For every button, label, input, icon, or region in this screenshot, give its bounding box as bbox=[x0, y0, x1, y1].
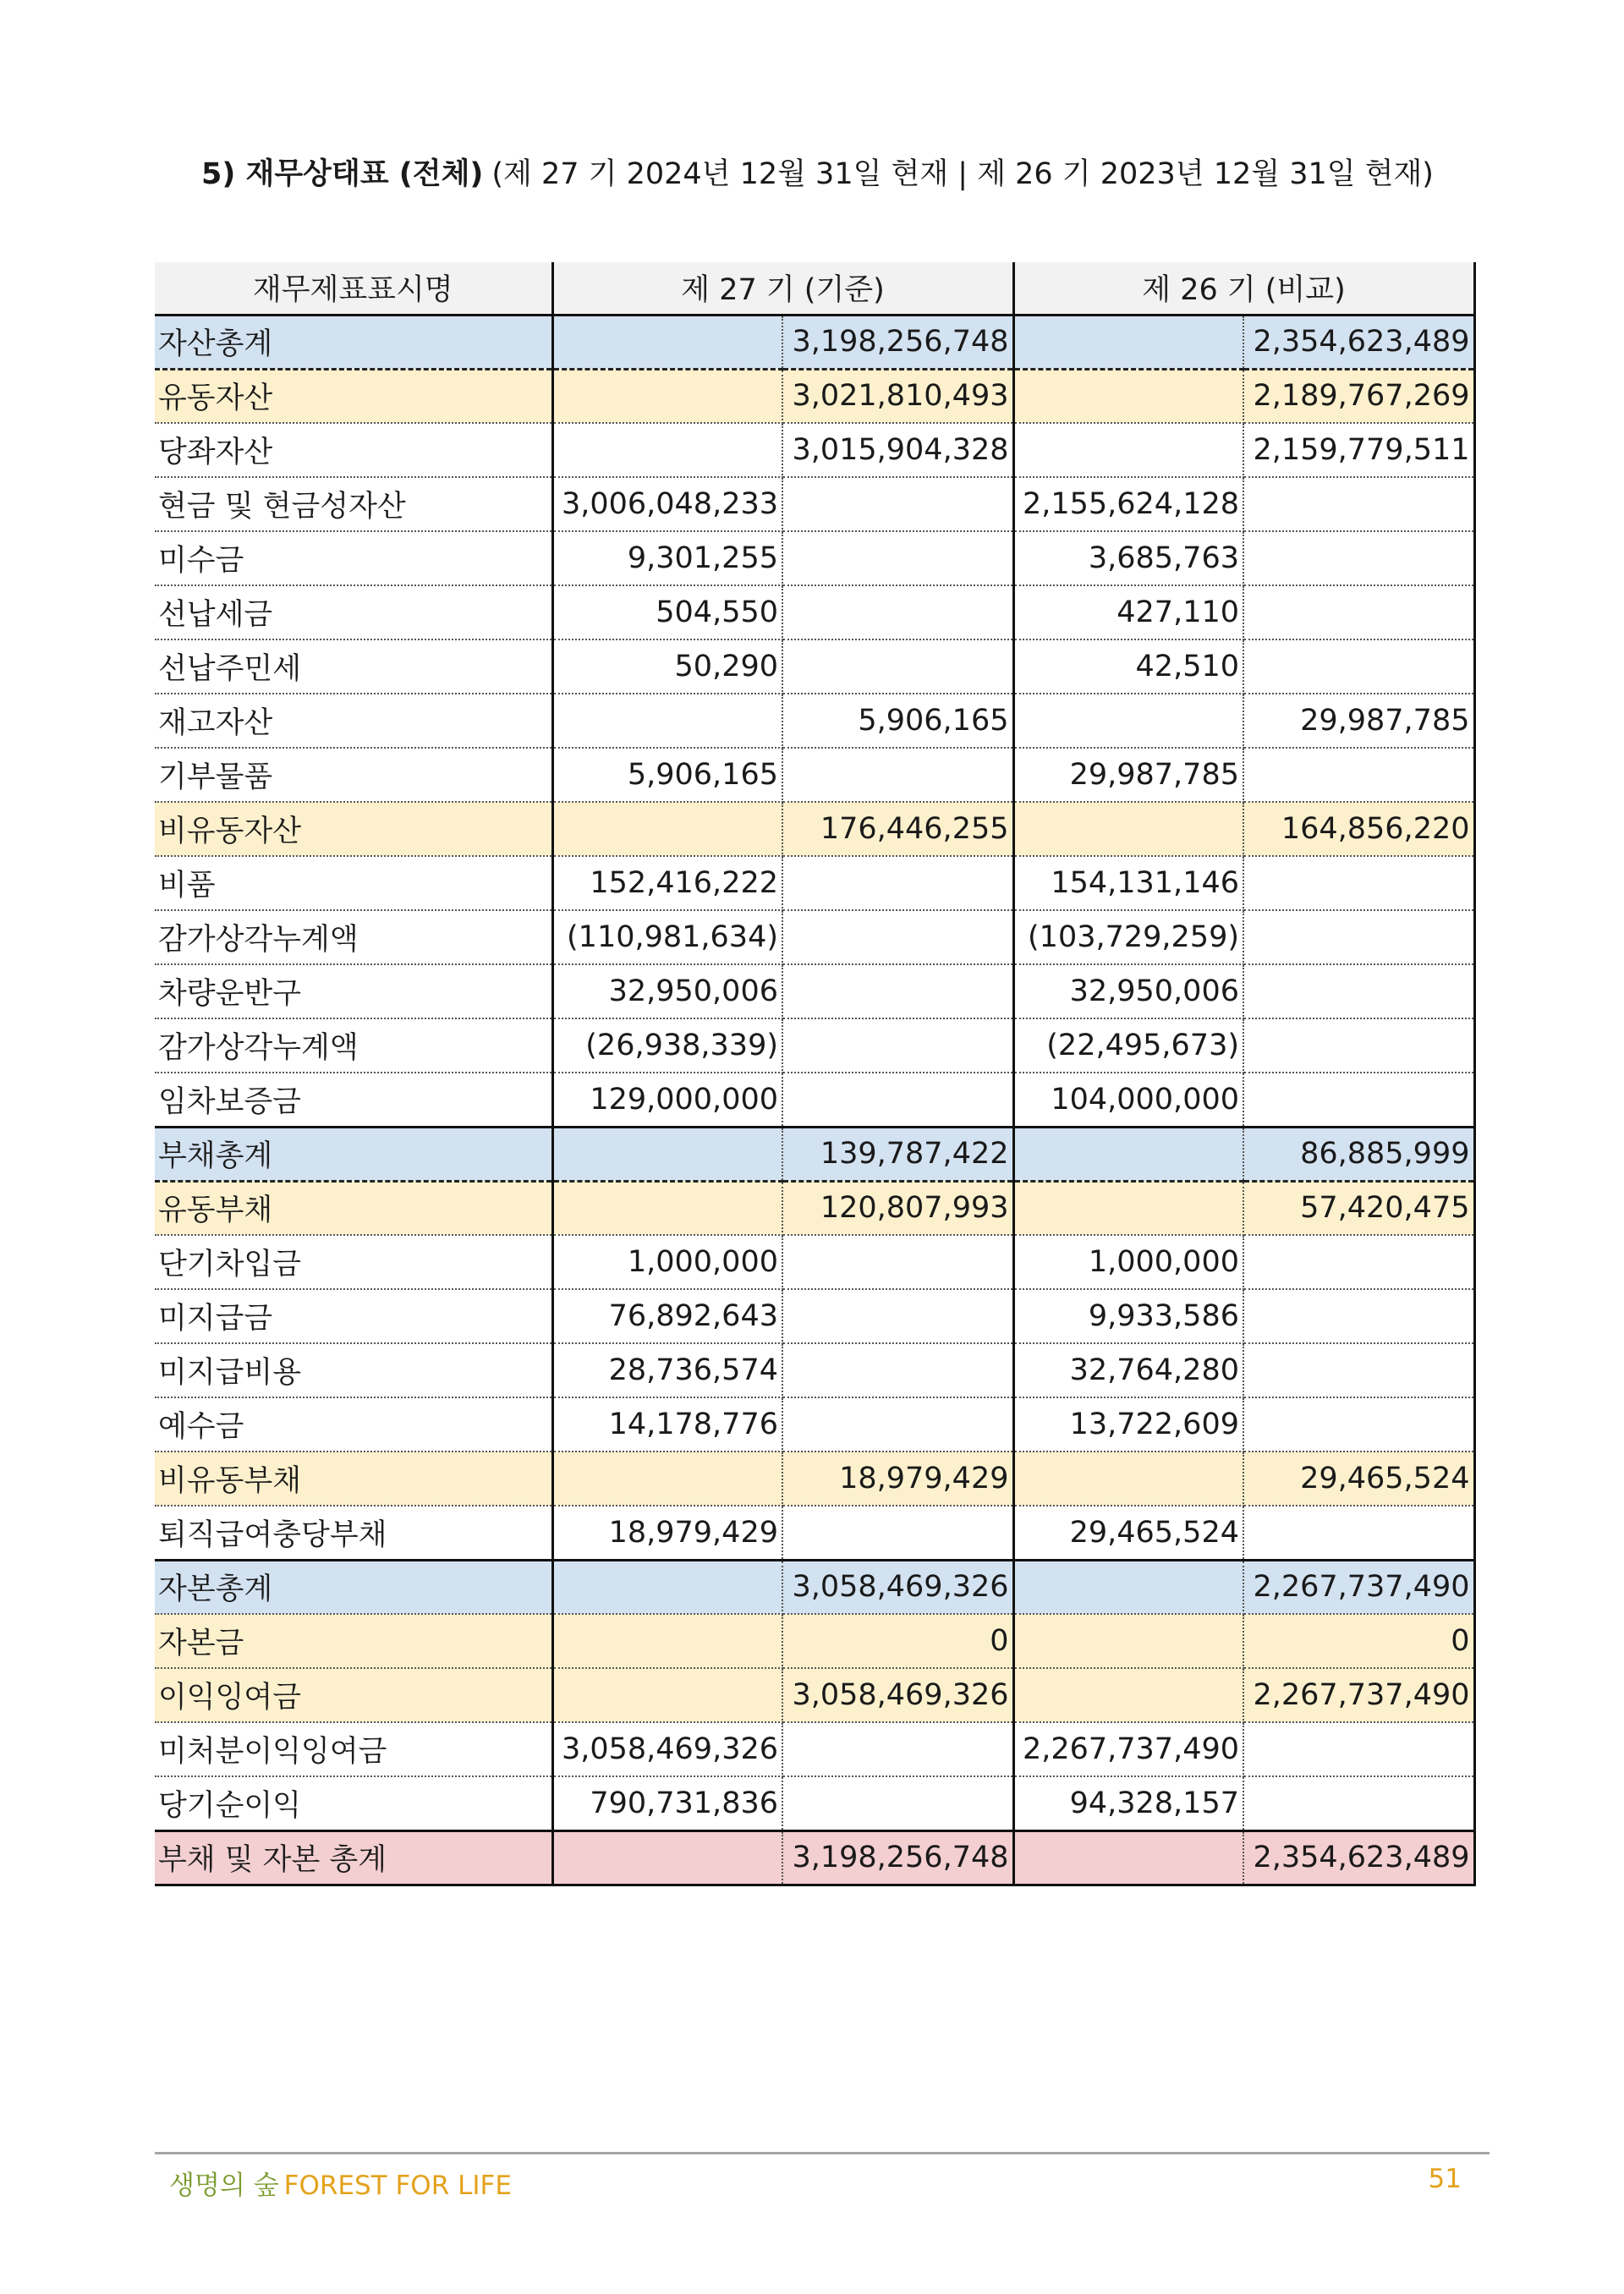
account-name-cell: 자산총계 bbox=[155, 315, 552, 369]
table-row bbox=[155, 1343, 1474, 1397]
account-name-cell: 미수금 bbox=[155, 531, 552, 585]
table-row bbox=[155, 1127, 1474, 1181]
current-detail-cell: 129,000,000 bbox=[552, 1073, 782, 1127]
table-row bbox=[155, 1073, 1474, 1127]
account-name-cell: 미처분이익잉여금 bbox=[155, 1722, 552, 1776]
table-row bbox=[155, 1289, 1474, 1343]
current-subtotal-cell: 3,198,256,748 bbox=[782, 1830, 1013, 1885]
table-row bbox=[155, 1560, 1474, 1614]
current-subtotal-cell bbox=[782, 748, 1013, 802]
current-detail-cell bbox=[552, 315, 782, 369]
prior-subtotal-cell bbox=[1243, 748, 1474, 802]
page-number: 51 bbox=[1428, 2164, 1462, 2194]
current-detail-cell bbox=[552, 1560, 782, 1614]
account-name-cell: 선납주민세 bbox=[155, 639, 552, 694]
prior-subtotal-cell bbox=[1243, 964, 1474, 1018]
account-name-cell: 현금 및 현금성자산 bbox=[155, 477, 552, 531]
prior-subtotal-cell bbox=[1243, 1018, 1474, 1073]
prior-detail-cell: 2,155,624,128 bbox=[1013, 477, 1243, 531]
current-detail-cell bbox=[552, 694, 782, 748]
prior-detail-cell bbox=[1013, 1127, 1243, 1181]
current-subtotal-cell bbox=[782, 1018, 1013, 1073]
current-detail-cell: 14,178,776 bbox=[552, 1397, 782, 1452]
current-detail-cell bbox=[552, 1181, 782, 1235]
prior-detail-cell bbox=[1013, 1560, 1243, 1614]
prior-subtotal-cell bbox=[1243, 639, 1474, 694]
section-period: (제 27 기 2024년 12월 31일 현재 | 제 26 기 2023년 12월 31일 현재) bbox=[491, 157, 1434, 191]
current-subtotal-cell: 3,058,469,326 bbox=[782, 1668, 1013, 1722]
prior-subtotal-cell: 2,354,623,489 bbox=[1243, 1830, 1474, 1885]
current-subtotal-cell: 139,787,422 bbox=[782, 1127, 1013, 1181]
current-subtotal-cell bbox=[782, 639, 1013, 694]
account-name-cell: 감가상각누계액 bbox=[155, 1018, 552, 1073]
prior-detail-cell: 427,110 bbox=[1013, 585, 1243, 639]
account-name-cell: 미지급금 bbox=[155, 1289, 552, 1343]
footer-divider bbox=[155, 2152, 1490, 2154]
prior-subtotal-cell bbox=[1243, 1506, 1474, 1560]
prior-detail-cell bbox=[1013, 802, 1243, 856]
current-subtotal-cell: 3,015,904,328 bbox=[782, 423, 1013, 477]
prior-subtotal-cell bbox=[1243, 910, 1474, 964]
table-row bbox=[155, 856, 1474, 910]
account-name-cell: 선납세금 bbox=[155, 585, 552, 639]
account-name-cell: 당좌자산 bbox=[155, 423, 552, 477]
current-detail-cell: 1,000,000 bbox=[552, 1235, 782, 1289]
current-detail-cell bbox=[552, 1127, 782, 1181]
table-row bbox=[155, 748, 1474, 802]
account-name-cell: 비품 bbox=[155, 856, 552, 910]
balance-sheet-table bbox=[155, 262, 1476, 1886]
account-name-cell: 재고자산 bbox=[155, 694, 552, 748]
account-name-cell: 유동부채 bbox=[155, 1181, 552, 1235]
current-subtotal-cell: 176,446,255 bbox=[782, 802, 1013, 856]
table-row bbox=[155, 1506, 1474, 1560]
prior-detail-cell bbox=[1013, 315, 1243, 369]
prior-subtotal-cell bbox=[1243, 477, 1474, 531]
table-row bbox=[155, 423, 1474, 477]
prior-subtotal-cell: 2,189,767,269 bbox=[1243, 369, 1474, 423]
table-row bbox=[155, 910, 1474, 964]
prior-detail-cell: 32,950,006 bbox=[1013, 964, 1243, 1018]
account-name-cell: 부채총계 bbox=[155, 1127, 552, 1181]
account-name-cell: 퇴직급여충당부채 bbox=[155, 1506, 552, 1560]
current-detail-cell: 18,979,429 bbox=[552, 1506, 782, 1560]
table-row bbox=[155, 639, 1474, 694]
table-row bbox=[155, 1397, 1474, 1452]
prior-subtotal-cell: 29,465,524 bbox=[1243, 1452, 1474, 1506]
current-detail-cell: 504,550 bbox=[552, 585, 782, 639]
prior-subtotal-cell bbox=[1243, 1343, 1474, 1397]
current-detail-cell: 3,058,469,326 bbox=[552, 1722, 782, 1776]
prior-subtotal-cell: 29,987,785 bbox=[1243, 694, 1474, 748]
prior-detail-cell: 1,000,000 bbox=[1013, 1235, 1243, 1289]
prior-detail-cell: 9,933,586 bbox=[1013, 1289, 1243, 1343]
current-subtotal-cell bbox=[782, 477, 1013, 531]
table-row bbox=[155, 694, 1474, 748]
current-subtotal-cell: 3,058,469,326 bbox=[782, 1560, 1013, 1614]
account-name-cell: 임차보증금 bbox=[155, 1073, 552, 1127]
prior-detail-cell: 94,328,157 bbox=[1013, 1776, 1243, 1830]
current-detail-cell: (110,981,634) bbox=[552, 910, 782, 964]
prior-detail-cell: 13,722,609 bbox=[1013, 1397, 1243, 1452]
table-row bbox=[155, 369, 1474, 423]
account-name-cell: 비유동자산 bbox=[155, 802, 552, 856]
table-row bbox=[155, 1614, 1474, 1668]
prior-subtotal-cell: 164,856,220 bbox=[1243, 802, 1474, 856]
prior-detail-cell: 42,510 bbox=[1013, 639, 1243, 694]
prior-subtotal-cell bbox=[1243, 531, 1474, 585]
current-detail-cell: 76,892,643 bbox=[552, 1289, 782, 1343]
table-row bbox=[155, 1776, 1474, 1830]
header-prior-period: 제 26 기 (비교) bbox=[1013, 262, 1474, 315]
prior-detail-cell: 29,987,785 bbox=[1013, 748, 1243, 802]
prior-detail-cell: 32,764,280 bbox=[1013, 1343, 1243, 1397]
table-row bbox=[155, 1018, 1474, 1073]
current-subtotal-cell: 3,021,810,493 bbox=[782, 369, 1013, 423]
current-subtotal-cell bbox=[782, 1722, 1013, 1776]
header-current-period: 제 27 기 (기준) bbox=[552, 262, 1013, 315]
footer-branding bbox=[169, 2164, 512, 2202]
current-detail-cell bbox=[552, 1830, 782, 1885]
current-detail-cell: 32,950,006 bbox=[552, 964, 782, 1018]
current-detail-cell: 28,736,574 bbox=[552, 1343, 782, 1397]
table-header-row bbox=[155, 262, 1474, 315]
prior-detail-cell: 104,000,000 bbox=[1013, 1073, 1243, 1127]
prior-detail-cell bbox=[1013, 1830, 1243, 1885]
current-detail-cell: 50,290 bbox=[552, 639, 782, 694]
current-subtotal-cell bbox=[782, 585, 1013, 639]
table-row bbox=[155, 1235, 1474, 1289]
current-subtotal-cell bbox=[782, 856, 1013, 910]
account-name-cell: 유동자산 bbox=[155, 369, 552, 423]
prior-subtotal-cell bbox=[1243, 585, 1474, 639]
current-subtotal-cell bbox=[782, 910, 1013, 964]
prior-subtotal-cell bbox=[1243, 1235, 1474, 1289]
header-account-name: 재무제표표시명 bbox=[155, 262, 552, 315]
prior-subtotal-cell: 2,267,737,490 bbox=[1243, 1560, 1474, 1614]
current-detail-cell: 152,416,222 bbox=[552, 856, 782, 910]
table-row bbox=[155, 477, 1474, 531]
account-name-cell: 단기차입금 bbox=[155, 1235, 552, 1289]
current-detail-cell: 5,906,165 bbox=[552, 748, 782, 802]
prior-detail-cell: (22,495,673) bbox=[1013, 1018, 1243, 1073]
current-subtotal-cell bbox=[782, 1343, 1013, 1397]
prior-detail-cell bbox=[1013, 1452, 1243, 1506]
current-subtotal-cell: 3,198,256,748 bbox=[782, 315, 1013, 369]
account-name-cell: 자본금 bbox=[155, 1614, 552, 1668]
prior-detail-cell bbox=[1013, 1614, 1243, 1668]
current-subtotal-cell: 5,906,165 bbox=[782, 694, 1013, 748]
current-detail-cell bbox=[552, 1668, 782, 1722]
table-row bbox=[155, 315, 1474, 369]
current-detail-cell: 790,731,836 bbox=[552, 1776, 782, 1830]
prior-subtotal-cell: 0 bbox=[1243, 1614, 1474, 1668]
current-subtotal-cell bbox=[782, 964, 1013, 1018]
prior-detail-cell bbox=[1013, 1668, 1243, 1722]
table-row bbox=[155, 964, 1474, 1018]
prior-subtotal-cell bbox=[1243, 1289, 1474, 1343]
section-heading bbox=[201, 151, 1434, 193]
prior-subtotal-cell bbox=[1243, 1722, 1474, 1776]
account-name-cell: 감가상각누계액 bbox=[155, 910, 552, 964]
current-detail-cell bbox=[552, 1452, 782, 1506]
table-row bbox=[155, 585, 1474, 639]
prior-detail-cell: 3,685,763 bbox=[1013, 531, 1243, 585]
current-subtotal-cell bbox=[782, 1235, 1013, 1289]
account-name-cell: 차량운반구 bbox=[155, 964, 552, 1018]
table-row bbox=[155, 1181, 1474, 1235]
section-title: 5) 재무상태표 (전체) bbox=[201, 157, 484, 191]
prior-subtotal-cell: 2,267,737,490 bbox=[1243, 1668, 1474, 1722]
prior-detail-cell bbox=[1013, 369, 1243, 423]
prior-subtotal-cell bbox=[1243, 1397, 1474, 1452]
account-name-cell: 예수금 bbox=[155, 1397, 552, 1452]
prior-detail-cell: 2,267,737,490 bbox=[1013, 1722, 1243, 1776]
prior-subtotal-cell bbox=[1243, 1073, 1474, 1127]
account-name-cell: 이익잉여금 bbox=[155, 1668, 552, 1722]
current-subtotal-cell bbox=[782, 1776, 1013, 1830]
current-subtotal-cell: 0 bbox=[782, 1614, 1013, 1668]
account-name-cell: 기부물품 bbox=[155, 748, 552, 802]
table-row bbox=[155, 1668, 1474, 1722]
prior-subtotal-cell: 2,159,779,511 bbox=[1243, 423, 1474, 477]
current-subtotal-cell bbox=[782, 1506, 1013, 1560]
current-subtotal-cell bbox=[782, 1073, 1013, 1127]
prior-subtotal-cell: 2,354,623,489 bbox=[1243, 315, 1474, 369]
table-row bbox=[155, 531, 1474, 585]
table-row bbox=[155, 802, 1474, 856]
account-name-cell: 부채 및 자본 총계 bbox=[155, 1830, 552, 1885]
table-body bbox=[155, 315, 1474, 1885]
account-name-cell: 미지급비용 bbox=[155, 1343, 552, 1397]
current-subtotal-cell: 18,979,429 bbox=[782, 1452, 1013, 1506]
prior-subtotal-cell bbox=[1243, 1776, 1474, 1830]
account-name-cell: 자본총계 bbox=[155, 1560, 552, 1614]
table-row bbox=[155, 1722, 1474, 1776]
prior-subtotal-cell bbox=[1243, 856, 1474, 910]
table-row bbox=[155, 1452, 1474, 1506]
current-subtotal-cell bbox=[782, 1397, 1013, 1452]
current-detail-cell bbox=[552, 1614, 782, 1668]
current-subtotal-cell bbox=[782, 531, 1013, 585]
footer-brand-name: FOREST FOR LIFE bbox=[283, 2171, 512, 2201]
prior-detail-cell: 29,465,524 bbox=[1013, 1506, 1243, 1560]
current-detail-cell bbox=[552, 423, 782, 477]
current-detail-cell: 9,301,255 bbox=[552, 531, 782, 585]
prior-detail-cell: 154,131,146 bbox=[1013, 856, 1243, 910]
current-detail-cell: 3,006,048,233 bbox=[552, 477, 782, 531]
prior-detail-cell bbox=[1013, 694, 1243, 748]
current-subtotal-cell: 120,807,993 bbox=[782, 1181, 1013, 1235]
current-detail-cell bbox=[552, 369, 782, 423]
current-detail-cell bbox=[552, 802, 782, 856]
prior-detail-cell: (103,729,259) bbox=[1013, 910, 1243, 964]
account-name-cell: 비유동부채 bbox=[155, 1452, 552, 1506]
prior-detail-cell bbox=[1013, 1181, 1243, 1235]
footer-org-name: 생명의 숲 bbox=[169, 2171, 279, 2201]
table-row bbox=[155, 1830, 1474, 1885]
current-subtotal-cell bbox=[782, 1289, 1013, 1343]
account-name-cell: 당기순이익 bbox=[155, 1776, 552, 1830]
prior-detail-cell bbox=[1013, 423, 1243, 477]
current-detail-cell: (26,938,339) bbox=[552, 1018, 782, 1073]
prior-subtotal-cell: 86,885,999 bbox=[1243, 1127, 1474, 1181]
prior-subtotal-cell: 57,420,475 bbox=[1243, 1181, 1474, 1235]
